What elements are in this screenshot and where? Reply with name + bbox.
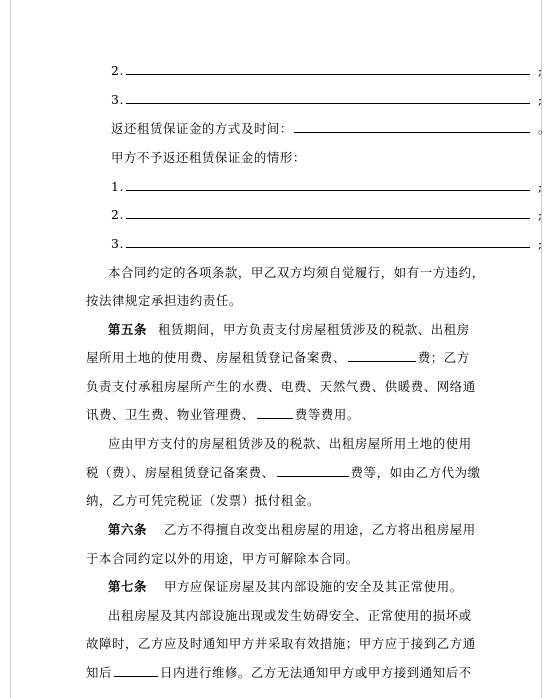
blank-line <box>114 664 158 677</box>
item-end: ; <box>538 236 543 251</box>
article-7-line-2: 出租房屋及其内部设施出现或发生妨碍安全、正常使用的损坏或 <box>108 608 472 623</box>
article-5-line-4: 讯费、卫生费、物业管理费、 费等费用。 <box>86 407 360 422</box>
blank-line <box>126 235 530 248</box>
blank-line <box>126 178 530 191</box>
article-7-line-4: 知后 日内进行维修。乙方无法通知甲方或甲方接到通知后不 <box>86 665 472 680</box>
article-6-line-1: 第六条 乙方不得擅自改变出租房屋的用途，乙方将出租房屋用 <box>108 522 476 537</box>
blank-line <box>126 91 530 104</box>
tax-para-line-3: 纳，乙方可凭完税证（发票）抵付租金。 <box>86 493 320 508</box>
article-label: 第七条 <box>108 579 147 594</box>
item-number: 1. <box>111 179 125 194</box>
clause-text: 返还租赁保证金的方式及时间： <box>111 121 293 136</box>
blank-line <box>348 349 416 362</box>
blank-line <box>294 120 530 133</box>
tax-para-line-1: 应由甲方支付的房屋租赁涉及的税款、出租房屋所用土地的使用 <box>108 436 472 451</box>
article-7-line-3: 故障时，乙方应及时通知甲方并采取有效措施；甲方应于接到乙方通 <box>86 636 476 651</box>
item-number: 3. <box>111 236 125 251</box>
clause-end: 。 <box>538 121 551 136</box>
item-number: 2. <box>111 63 125 78</box>
article-5-line-3: 负责支付承租房屋所产生的水费、电费、天然气费、供暖费、网络通 <box>86 379 476 394</box>
item-end: ; <box>538 92 543 107</box>
article-label: 第五条 <box>108 322 147 337</box>
blank-line <box>126 62 530 75</box>
item-end: ; <box>538 63 543 78</box>
paragraph-line: 按法律规定承担违约责任。 <box>86 293 242 308</box>
tax-para-line-2: 税（费）、房屋租赁登记备案费、 费等，如由乙方代为缴 <box>86 465 481 480</box>
blank-line <box>257 406 293 419</box>
document-page: 2. ; 3. ; 返还租赁保证金的方式及时间： 。 甲方不予返还租赁保证金的情形： 1. ; 2. ; 3. ; 本合同约定的各项条款，甲乙双方均须自觉履行，如有一方违约， 按法律规定承担违约责任。 第五条 租赁期间，甲方负责支付房屋租赁涉及的税款、出租房 屋所用土地的使用费、房屋租赁登记备案费、 费；乙方 负责支付承租房屋所产生的水费、电费、天然气费、供暖费、网络通 讯费、卫生费、物业管理费、 费等费用。 应由甲方支付的房屋租赁涉及的税款、出租房屋所用土地的使用 税（费）、房屋租赁登记备案费、 费等，如由乙方代为缴 纳，乙方可凭完税证（发票）抵付租金。 第六条 乙方不得擅自改变出租房屋的用途，乙方将出租房屋用 于本合同约定以外的用途，甲方可解除本合同。 第七条 甲方应保证房屋及其内部设施的安全及其正常使用。 出租房屋及其内部设施出现或发生妨碍安全、正常使用的损坏或 故障时，乙方应及时通知甲方并采取有效措施；甲方应于接到乙方通 知后 日内进行维修。乙方无法通知甲方或甲方接到通知后不 <box>86 63 551 680</box>
item-end: ; <box>538 179 543 194</box>
item-number: 3. <box>111 92 125 107</box>
article-6-line-2: 于本合同约定以外的用途，甲方可解除本合同。 <box>86 551 359 566</box>
article-7-line-1: 第七条 甲方应保证房屋及其内部设施的安全及其正常使用。 <box>108 579 463 594</box>
paragraph-line: 本合同约定的各项条款，甲乙双方均须自觉履行，如有一方违约， <box>108 265 485 280</box>
item-number: 2. <box>111 207 125 222</box>
blank-line <box>277 464 349 477</box>
article-label: 第六条 <box>108 522 147 537</box>
article-5-line-2: 屋所用土地的使用费、房屋租赁登记备案费、 费；乙方 <box>86 350 470 365</box>
article-5-line-1: 第五条 租赁期间，甲方负责支付房屋租赁涉及的税款、出租房 <box>108 322 470 337</box>
item-end: ; <box>538 207 543 222</box>
blank-line <box>126 206 530 219</box>
